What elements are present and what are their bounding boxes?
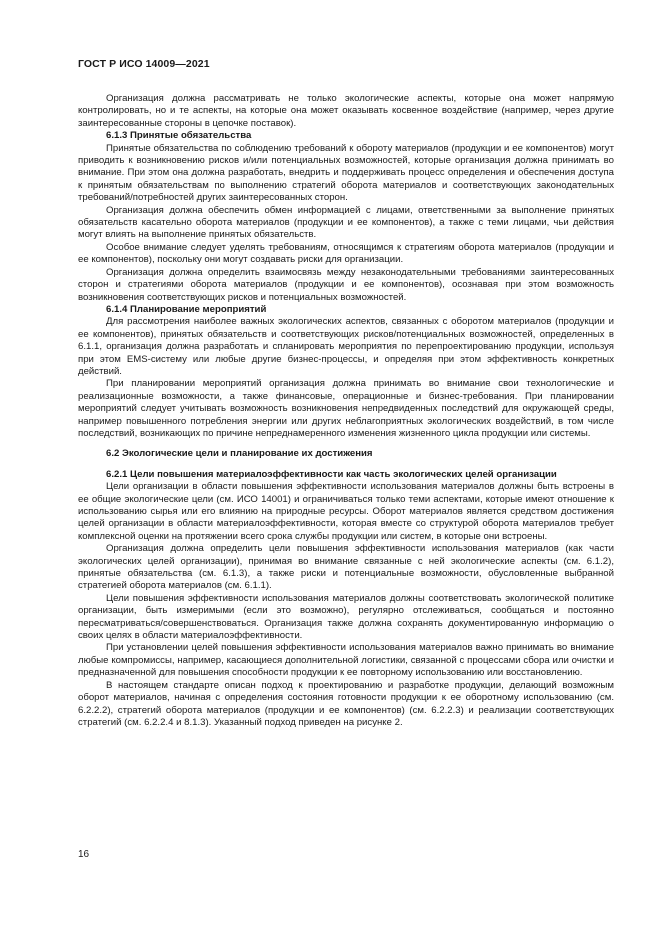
paragraph: Организация должна обеспечить обмен информацией с лицами, ответственными за выполнение принятых обязательств касательно оборота материалов (продукции и ее компонентов), а также с теми лицами, чьи действия могут влиять на выполнение принятых обязательств. <box>78 204 614 241</box>
paragraph: Организация должна определить взаимосвязь между незаконодательными требованиями заинтересованных сторон и стратегиями оборота материалов (продукции и ее компонентов), осознавая при этом возможность возникновения соответствующих рисков и потенциальных возможностей. <box>78 266 614 303</box>
paragraph: Для рассмотрения наиболее важных экологических аспектов, связанных с оборотом материалов (продукции и ее компонентов), принятых обязательств и соответствующих рисков/потенциальных возможностей, определенных в 6.1.1, организация должна разработать и спланировать мероприятия по перепроектированию продукции, используя при этом EMS-систему или любые другие бизнес-процессы, и определяя при этом эффективность конкретных действий. <box>78 316 614 377</box>
paragraph: Организация должна определить цели повышения эффективности использования материалов (как части экологических целей организации), принимая во внимание связанные с ней экологические аспекты (см. 6.1.2), принятые обязательства (см. 6.1.3), а также риски и потенциальные возможности, обусловленные выбранной стратегией оборота материалов (см. 6.1.1). <box>78 543 614 592</box>
paragraph: Цели организации в области повышения эффективности использования материалов должны быть встроены в ее общие экологические цели (см. ИСО 14001) и ограничиваться только теми аспектами, которые имеют отношение к использованию сырья или его влиянию на природные ресурсы. Оборот материалов является средством достижения целей организации в области материалоэффективности, которая вместе со структурой оборота материалов требует комплексной оценки на протяжении всего срока службы продукции или систем, в которые они встроены. <box>78 481 614 542</box>
paragraph: В настоящем стандарте описан подход к проектированию и разработке продукции, делающий возможным оборот материалов, начиная с определения состояния готовности продукции к ее оборотному использованию (см. 6.2.2.2), стратегий оборота материалов (продукции и ее компонентов) (см. 6.2.2.3) и реализации соответствующих стратегий (см. 6.2.2.4 и 8.1.3). Указанный подход приведен на рисунке 2. <box>78 679 614 728</box>
paragraph: Организация должна рассматривать не только экологические аспекты, которые она может напрямую контролировать, но и те аспекты, на которые она может оказывать косвенное воздействие (например, через другие заинтересованные стороны в цепочке поставок). <box>78 93 614 129</box>
paragraph: При установлении целей повышения эффективности использования материалов важно принимать во внимание любые компромиссы, например, касающиеся дополнительной логистики, связанной с процессами сбора или очистки и предназначенной для повышения способности продукции к ее повторному использованию или восстановлению. <box>78 642 614 679</box>
section-heading-6-2-1: 6.2.1 Цели повышения материалоэффективности как часть экологических целей организации <box>106 468 557 480</box>
paragraph: При планировании мероприятий организация должна принимать во внимание свои технологические и реализационные возможности, а также финансовые, операционные и бизнес-требования. При планировании мероприятий следует учитывать возможность возникновения непредвиденных последствий для окружающей среды, например повышенного потребления энергии или других неблагоприятных экологических воздействий, в том числе последствий, возникающих по причине непреднамеренного изменения жизненного цикла продукции или системы. <box>78 378 614 439</box>
paragraph: Особое внимание следует уделять требованиям, относящимся к стратегиям оборота материалов (продукции и ее компонентов), поскольку они могут создавать риски для организации. <box>78 241 614 266</box>
section-heading-6-2: 6.2 Экологические цели и планирование их достижения <box>106 448 373 460</box>
paragraph: Цели повышения эффективности использования материалов должны соответствовать экологической политике организации, быть измеримыми (если это возможно), регулярно отслеживаться, сообщаться и постоянно пересматриваться/совершенствоваться. Организация также должна сохранять документированную информацию о своих целях в области материалоэффективности. <box>78 592 614 642</box>
document-body <box>78 93 614 729</box>
standard-header: ГОСТ Р ИСО 14009—2021 <box>78 58 210 70</box>
page-number: 16 <box>78 849 90 860</box>
section-heading-6-1-4: 6.1.4 Планирование мероприятий <box>106 303 267 315</box>
section-heading-6-1-3: 6.1.3 Принятые обязательства <box>106 130 252 142</box>
paragraph: Принятые обязательства по соблюдению требований к обороту материалов (продукции и ее компонентов) могут приводить к возникновению рисков и/или потенциальных возможностей, которые организация должна принимать во внимание. При этом она должна разработать, внедрить и поддерживать процесс определения и обеспечения доступа к принятым обязательствам по выполнению стратегий оборота материалов и соответствующих законодательных требований/потребностей других заинтересованных сторон. <box>78 142 614 204</box>
